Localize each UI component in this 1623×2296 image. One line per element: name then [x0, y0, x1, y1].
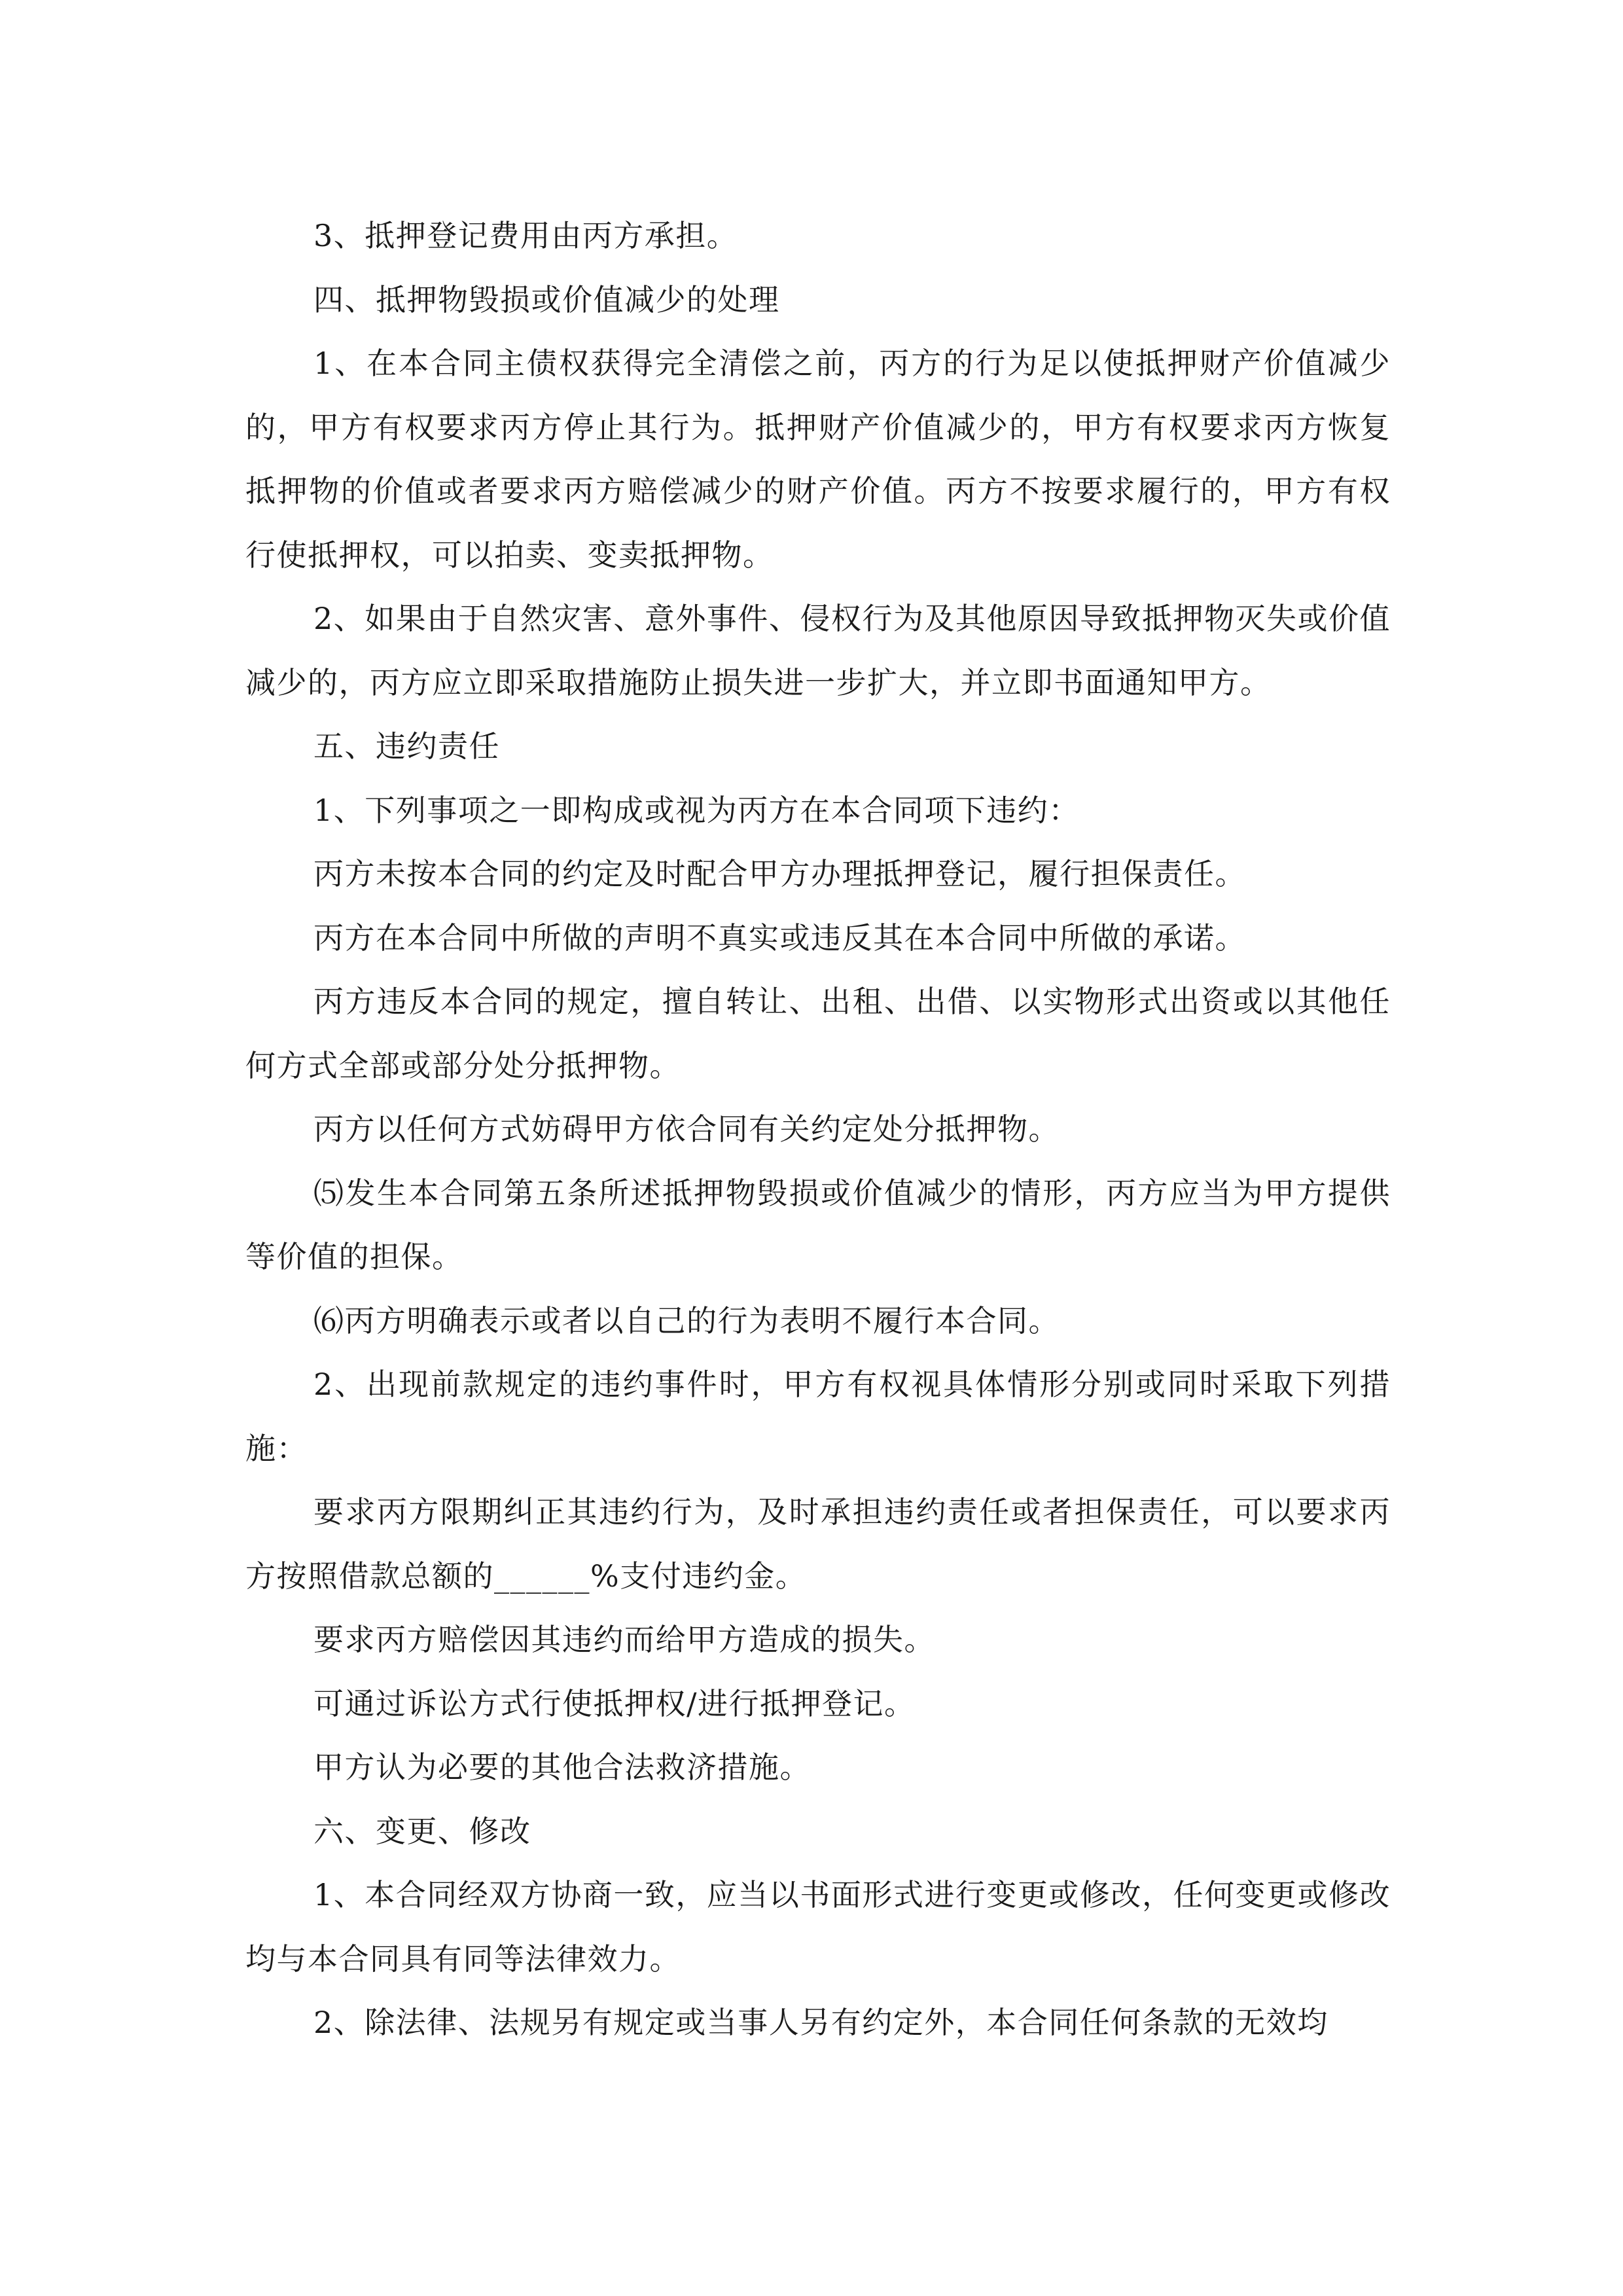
paragraph-remedy-1: 要求丙方限期纠正其违约行为，及时承担违约责任或者担保责任，可以要求丙方按照借款总额的______%支付违约金。	[245, 1494, 1391, 1594]
paragraph-remedy-2: 要求丙方赔偿因其违约而给甲方造成的损失。	[313, 1622, 935, 1657]
paragraph-breach-item-5: ⑸发生本合同第五条所述抵押物毁损或价值减少的情形，丙方应当为甲方提供等价值的担保。	[245, 1175, 1391, 1274]
section-heading-damage: 四、抵押物毁损或价值减少的处理	[313, 281, 780, 317]
paragraph-breach-item-3: 丙方违反本合同的规定，擅自转让、出租、出借、以实物形式出资或以其他任何方式全部或部分处分抵押物。	[245, 984, 1391, 1083]
paragraph-breach-item-1: 丙方未按本合同的约定及时配合甲方办理抵押登记，履行担保责任。	[313, 856, 1246, 891]
paragraph-breach-2: 2、出现前款规定的违约事件时，甲方有权视具体情形分别或同时采取下列措施：	[245, 1367, 1391, 1466]
paragraph-registration-fee: 3、抵押登记费用由丙方承担。	[313, 218, 738, 253]
section-heading-amendment: 六、变更、修改	[313, 1813, 531, 1849]
paragraph-damage-1: 1、在本合同主债权获得完全清偿之前，丙方的行为足以使抵押财产价值减少的，甲方有权要求丙方停止其行为。抵押财产价值减少的，甲方有权要求丙方恢复抵押物的价值或者要求丙方赔偿减少的财产价值。丙方不按要求履行的，甲方有权行使抵押权，可以拍卖、变卖抵押物。	[245, 346, 1391, 573]
paragraph-damage-2: 2、如果由于自然灾害、意外事件、侵权行为及其他原因导致抵押物灭失或价值减少的，丙方应立即采取措施防止损失进一步扩大，并立即书面通知甲方。	[245, 601, 1391, 700]
section-heading-breach: 五、违约责任	[313, 728, 500, 764]
document-body	[245, 204, 1391, 2055]
paragraph-breach-item-4: 丙方以任何方式妨碍甲方依合同有关约定处分抵押物。	[313, 1111, 1060, 1147]
paragraph-amendment-2: 2、除法律、法规另有规定或当事人另有约定外，本合同任何条款的无效均	[313, 2005, 1329, 2040]
paragraph-remedy-4: 甲方认为必要的其他合法救济措施。	[313, 1749, 811, 1785]
paragraph-breach-item-2: 丙方在本合同中所做的声明不真实或违反其在本合同中所做的承诺。	[313, 920, 1246, 956]
paragraph-amendment-1: 1、本合同经双方协商一致，应当以书面形式进行变更或修改，任何变更或修改均与本合同具有同等法律效力。	[245, 1877, 1391, 1977]
paragraph-remedy-3: 可通过诉讼方式行使抵押权/进行抵押登记。	[313, 1685, 916, 1721]
paragraph-breach-item-6: ⑹丙方明确表示或者以自己的行为表明不履行本合同。	[313, 1302, 1060, 1338]
paragraph-breach-1: 1、下列事项之一即构成或视为丙方在本合同项下违约：	[313, 792, 1080, 828]
